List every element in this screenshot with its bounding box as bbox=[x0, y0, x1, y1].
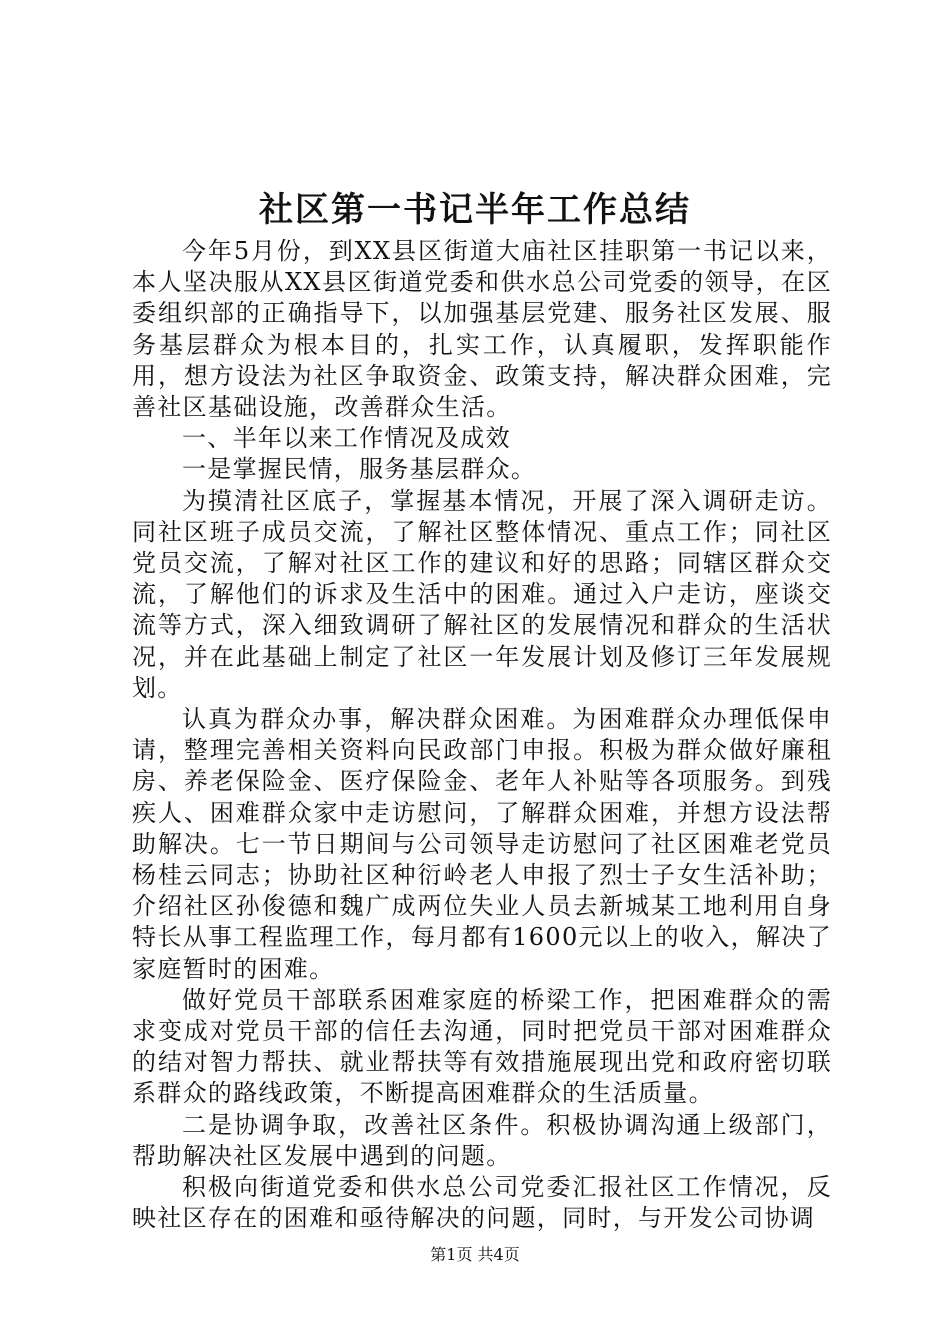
paragraph: 认真为群众办事，解决群众困难。为困难群众办理低保申请，整理完善相关资料向民政部门申报。积极为群众做好廉租房、养老保险金、医疗保险金、老年人补贴等各项服务。到残疾人、困难群众家中走访慰问，了解群众困难，并想方设法帮助解决。七一节日期间与公司领导走访慰问了社区困难老党员杨桂云同志；协助社区种衍岭老人申报了烈士子女生活补助；介绍社区孙俊德和魏广成两位失业人员去新城某工地利用自身特长从事工程监理工作，每月都有1600元以上的收入，解决了家庭暂时的困难。 bbox=[132, 705, 832, 983]
paragraph: 为摸清社区底子，掌握基本情况，开展了深入调研走访。同社区班子成员交流，了解社区整体情况、重点工作；同社区党员交流，了解对社区工作的建议和好的思路；同辖区群众交流，了解他们的诉求及生活中的困难。通过入户走访，座谈交流等方式，深入细致调研了解社区的发展情况和群众的生活状况，并在此基础上制定了社区一年发展计划及修订三年发展规划。 bbox=[132, 486, 832, 702]
subsection-heading: 一是掌握民情，服务基层群众。 bbox=[182, 455, 537, 484]
paragraph: 做好党员干部联系困难家庭的桥梁工作，把困难群众的需求变成对党员干部的信任去沟通，同时把党员干部对困难群众的结对智力帮扶、就业帮扶等有效措施展现出党和政府密切联系群众的路线政策，不断提高困难群众的生活质量。 bbox=[132, 985, 832, 1108]
section-heading: 一、半年以来工作情况及成效 bbox=[182, 424, 511, 453]
document-title: 社区第一书记半年工作总结 bbox=[259, 190, 691, 230]
document-body bbox=[132, 236, 832, 1235]
page-footer: 第1页 共4页 bbox=[430, 1245, 520, 1264]
paragraph: 今年5月份，到XX县区街道大庙社区挂职第一书记以来，本人坚决服从XX县区街道党委和供水总公司党委的领导，在区委组织部的正确指导下，以加强基层党建、服务社区发展、服务基层群众为根本目的，扎实工作，认真履职，发挥职能作用，想方设法为社区争取资金、政策支持，解决群众困难，完善社区基础设施，改善群众生活。 bbox=[132, 237, 832, 422]
paragraph: 积极向街道党委和供水总公司党委汇报社区工作情况，反映社区存在的困难和亟待解决的问题，同时，与开发公司协调 bbox=[132, 1173, 832, 1233]
subsection-heading: 二是协调争取，改善社区条件。积极协调沟通上级部门，帮助解决社区发展中遇到的问题。 bbox=[132, 1110, 832, 1170]
